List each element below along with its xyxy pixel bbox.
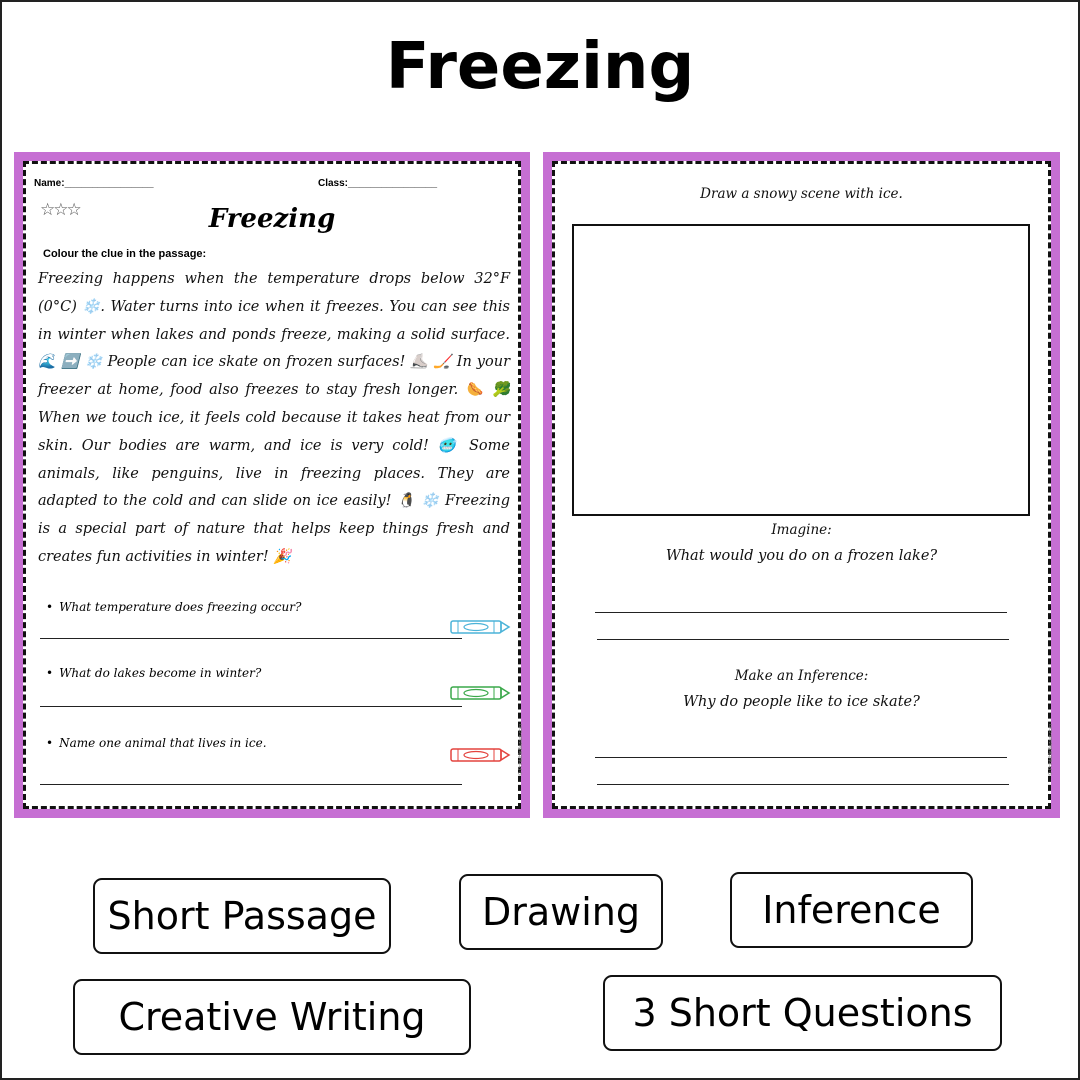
question-2 bbox=[46, 666, 261, 680]
writing-line[interactable] bbox=[595, 612, 1007, 613]
answer-line[interactable] bbox=[40, 638, 462, 639]
answer-line[interactable] bbox=[40, 784, 462, 785]
tag-creative-writing: Creative Writing bbox=[73, 979, 471, 1055]
imagine-question: What would you do on a frozen lake? bbox=[665, 548, 938, 564]
inference-heading: Make an Inference: bbox=[734, 668, 869, 684]
worksheet-preview-passage[interactable] bbox=[14, 152, 530, 818]
imagine-heading: Imagine: bbox=[771, 522, 832, 538]
bullet-icon: • bbox=[46, 600, 54, 614]
question-text: Name one animal that lives in ice. bbox=[59, 736, 267, 750]
question-3 bbox=[46, 736, 267, 750]
answer-line[interactable] bbox=[40, 706, 462, 707]
drawing-box[interactable] bbox=[572, 224, 1030, 516]
writing-line[interactable] bbox=[595, 757, 1007, 758]
worksheet-page bbox=[23, 161, 524, 809]
writing-line[interactable] bbox=[597, 639, 1009, 640]
tag-drawing: Drawing bbox=[459, 874, 663, 950]
rating-stars-icon: ☆☆☆ bbox=[40, 200, 80, 219]
blue-crayon-icon bbox=[450, 620, 510, 634]
tag-short-passage: Short Passage bbox=[93, 878, 391, 954]
name-field-label: Name:________________ bbox=[34, 178, 154, 189]
reading-passage: Freezing happens when the temperature drops below 32°F (0°C) ❄️. Water turns into ice when it freezes. You can see this in winter when lakes and ponds freeze, making a solid surface. 🌊 ➡️ ❄️ People can ice skate on frozen surfaces! ⛸️ 🏒 In your freezer at home, food also freezes to stay fresh longer. 🌭 🥦 When we touch ice, it feels cold because it takes heat from our skin. Our bodies are warm, and ice is very cold! 🥶 Some animals, like penguins, live in freezing places. They are adapted to the cold and can slide on ice easily! 🐧 ❄️ Freezing is a special part of nature that helps keep things fresh and creates fun activities in winter! 🎉 bbox=[38, 271, 510, 565]
copyright-text: © PrintableBazaar.com bbox=[1048, 724, 1054, 776]
class-field-label: Class:________________ bbox=[318, 178, 437, 189]
question-1 bbox=[46, 600, 301, 614]
copyright-text: © PrintableBazaar.com bbox=[518, 724, 524, 776]
bullet-icon: • bbox=[46, 666, 54, 680]
tag-3-short-questions: 3 Short Questions bbox=[603, 975, 1002, 1051]
question-text: What temperature does freezing occur? bbox=[59, 600, 302, 614]
question-text: What do lakes become in winter? bbox=[59, 666, 262, 680]
writing-line[interactable] bbox=[597, 784, 1009, 785]
inference-question: Why do people like to ice skate? bbox=[683, 694, 920, 710]
instruction-text: Colour the clue in the passage: bbox=[43, 248, 207, 260]
red-crayon-icon bbox=[450, 748, 510, 762]
tag-inference: Inference bbox=[730, 872, 973, 948]
bullet-icon: • bbox=[46, 736, 54, 750]
worksheet-page bbox=[552, 161, 1054, 809]
worksheet-title: Freezing bbox=[208, 204, 336, 234]
page-title: Freezing bbox=[385, 30, 695, 104]
green-crayon-icon bbox=[450, 686, 510, 700]
draw-prompt: Draw a snowy scene with ice. bbox=[700, 186, 903, 202]
worksheet-preview-activities[interactable] bbox=[543, 152, 1060, 818]
